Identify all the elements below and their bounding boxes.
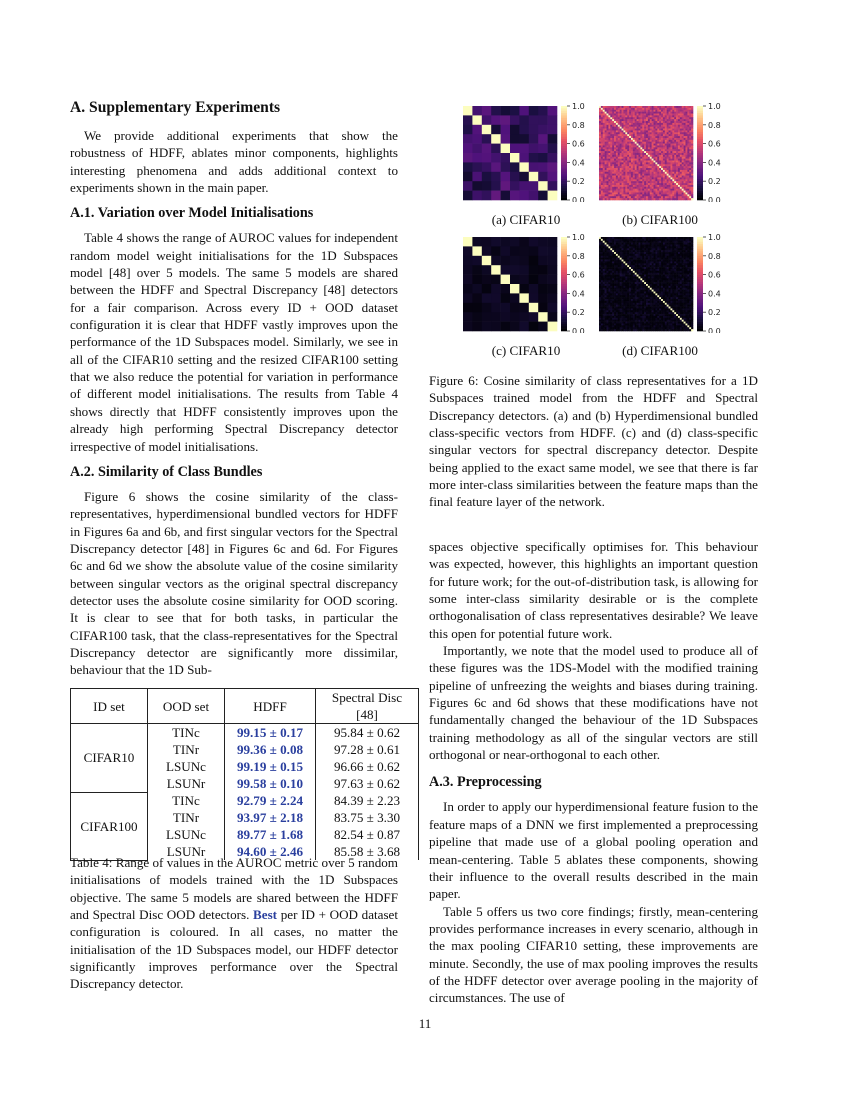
hdff-cell <box>225 775 316 792</box>
sd-cell: 97.63 ± 0.62 <box>316 775 419 792</box>
colorbar-tick-label: 0.6 <box>572 139 585 149</box>
figure-6d <box>597 233 747 338</box>
subsection-title-a1: A.1. Variation over Model Initialisations <box>70 205 314 222</box>
page-number: 11 <box>418 1016 432 1031</box>
colorbar-tick-label: 0.2 <box>708 177 721 187</box>
colorbar-tick-label: 0.0 <box>572 327 585 333</box>
colorbar-tick-label: 0.4 <box>572 289 585 299</box>
hdff-cell <box>225 724 316 742</box>
colorbar <box>697 237 703 331</box>
sd-cell: 96.66 ± 0.62 <box>316 758 419 775</box>
colorbar-tick-label: 0.6 <box>572 270 585 280</box>
sd-cell: 84.39 ± 2.23 <box>316 792 419 809</box>
colorbar-tick-label: 0.2 <box>572 308 585 318</box>
sd-cell: 82.54 ± 0.87 <box>316 826 419 843</box>
hdff-cell <box>225 758 316 775</box>
a3-paragraph-1: In order to apply our hyperdimensional feature fusion to the feature maps of a DNN we first implemented a preprocessing pipeline that made use of a global pooling operation and mean-centering. Table 5 ablates these components, showing their influence to the overall results described in the main paper. <box>429 799 758 902</box>
heatmap-c <box>461 233 611 333</box>
colorbar-tick-label: 1.0 <box>708 233 721 242</box>
hdff-cell <box>225 809 316 826</box>
table-caption-part1: Table 4: Range of values in the AUROC metric over 5 random initialisations of models trained with the 1D Subspaces objective. The same 5 models are shared between the HDFF and Spectral Disc OOD detectors. <box>70 855 398 923</box>
colorbar-tick-label: 0.4 <box>708 289 721 299</box>
figure-6b <box>597 102 747 207</box>
best-value: 99.58 ± 0.10 <box>236 776 304 791</box>
figure-label-d: (d) CIFAR100 <box>622 343 698 358</box>
a2-paragraph: Figure 6 shows the cosine similarity of the class-representatives, hyperdimensional bundled vectors for HDFF in Figures 6a and 6b, and first singular vectors for the Spectral Discrepancy detector [48] in Figures 6c and 6d. For Figures 6c and 6d we show the absolute value of the cosine similarity between singular vectors as the original spectral discrepancy detector uses the absolute cosine similarity for OOD scoring. It is clear to see that for both tasks, in particular the CIFAR100 task, that the class-representatives for the Spectral Discrepancy detector are significantly more dissimilar, behaviour that the 1D Sub- <box>70 488 398 678</box>
right-paragraph-2: Importantly, we note that the model used to produce all of these figures was the 1DS-Model with the modified training pipeline of unfreezing the weights and biases during training. Figures 6c and 6d shows that these modifications have not fundamentally changed the behaviour of the 1D Subspaces training methodology as all of the singular vectors are still orthogonal or near-orthogonal to each other. <box>429 643 758 763</box>
best-legend: Best <box>253 907 278 923</box>
results-table <box>70 688 419 861</box>
best-value: 99.36 ± 0.08 <box>236 742 304 757</box>
colorbar-tick-label: 0.8 <box>708 251 721 261</box>
colorbar-tick-label: 0.8 <box>708 120 721 130</box>
colorbar-tick-label: 1.0 <box>572 102 585 111</box>
colorbar-tick-label: 0.0 <box>708 327 721 333</box>
heatmap-cells <box>599 106 693 200</box>
colorbar-tick-label: 0.8 <box>572 251 585 261</box>
ood-cell: TINc <box>148 792 225 809</box>
colorbar-tick-label: 0.4 <box>572 158 585 168</box>
hdff-cell <box>225 741 316 758</box>
colorbar-tick-label: 0.6 <box>708 270 721 280</box>
figure-6a <box>461 102 611 207</box>
subsection-title-a2: A.2. Similarity of Class Bundles <box>70 463 263 480</box>
best-value: 94.60 ± 2.46 <box>236 844 304 859</box>
best-value: 89.77 ± 1.68 <box>236 827 304 842</box>
best-value: 93.97 ± 2.18 <box>236 810 304 825</box>
ood-cell: LSUNr <box>148 843 225 860</box>
a1-paragraph: Table 4 shows the range of AUROC values for independent random model weight initialisations for the 1D Subspaces model [48] over 5 models. The same 5 models are shared between the HDFF and Spectral Discrepancy [48] detectors for a fair comparison. Across every ID + OOD dataset configuration it is clear that HDFF vastly improves upon the performance of the 1D Subspaces model. Similarly, we see in all of the CIFAR10 setting and the resized CIFAR100 setting that we also reduce the potential for variation in performance of different model initialisations. The results from Table 4 shows directly that HDFF consistently improves upon the already high performing Spectral Discrepancy detector irrespective of model initialisations. <box>70 230 398 454</box>
colorbar-tick-label: 1.0 <box>708 102 721 111</box>
col-header-sd: Spectral Disc [48] <box>316 689 419 724</box>
heatmap-cells <box>463 237 557 331</box>
sd-cell: 83.75 ± 3.30 <box>316 809 419 826</box>
figure-label-b: (b) CIFAR100 <box>622 212 698 227</box>
a3-paragraph-2: Table 5 offers us two core findings; firstly, mean-centering provides performance increases in every scenario, although in the max pooling CIFAR10 setting, these improvements are minute. Secondly, the use of max pooling improves the results of the HDFF detector over average pooling in the majority of circumstances. The use of <box>429 903 758 1006</box>
ood-cell: LSUNr <box>148 775 225 792</box>
table-4-caption <box>70 854 398 993</box>
ood-cell: LSUNc <box>148 826 225 843</box>
table-row <box>71 792 419 809</box>
sd-cell: 97.28 ± 0.61 <box>316 741 419 758</box>
intro-paragraph: We provide additional experiments that show the robustness of HDFF, ablates minor components, highlights interesting phenomena and adds additional context to experiments shown in the main paper. <box>70 128 398 196</box>
id-set-cell: CIFAR100 <box>71 792 148 860</box>
table-body <box>71 724 419 861</box>
hdff-cell <box>225 826 316 843</box>
colorbar-tick-label: 0.0 <box>572 196 585 202</box>
figure-label-c: (c) CIFAR10 <box>491 343 561 358</box>
best-value: 92.79 ± 2.24 <box>236 793 304 808</box>
col-header-ood: OOD set <box>148 689 225 724</box>
ood-cell: LSUNc <box>148 758 225 775</box>
sd-cell: 95.84 ± 0.62 <box>316 724 419 742</box>
figure-label-a: (a) CIFAR10 <box>491 212 561 227</box>
figure-6-caption: Figure 6: Cosine similarity of class representatives for a 1D Subspaces trained model from the HDFF and Spectral Discrepancy detectors. (a) and (b) Hyperdimensional bundled class-specific vectors from HDFF. (c) and (d) class-specific singular vectors for spectral discrepancy detector. Despite being applied to the exact same model, we see that there is far more inter-class similarities between the feature maps than the final feature layer of the network. <box>429 373 758 510</box>
heatmap-b <box>597 102 747 202</box>
hdff-cell <box>225 792 316 809</box>
subsection-title-a3: A.3. Preprocessing <box>429 774 542 791</box>
colorbar-tick-label: 0.2 <box>708 308 721 318</box>
colorbar-tick-label: 0.2 <box>572 177 585 187</box>
ood-cell: TINr <box>148 741 225 758</box>
col-header-hdff: HDFF <box>225 689 316 724</box>
id-set-cell: CIFAR10 <box>71 724 148 793</box>
colorbar-tick-label: 0.4 <box>708 158 721 168</box>
colorbar <box>561 106 567 200</box>
figure-6c <box>461 233 611 338</box>
left-column <box>70 98 398 679</box>
table-caption-part2: per ID + OOD dataset configuration is coloured. In all cases, no matter the initialisation of the 1D Subspaces model, our HDFF detector significantly improves performance over the Spectral Discrepancy detector. <box>70 907 399 992</box>
best-value: 99.15 ± 0.17 <box>236 725 304 740</box>
colorbar <box>561 237 567 331</box>
colorbar-tick-label: 0.8 <box>572 120 585 130</box>
table-4 <box>70 688 419 861</box>
table-header-row <box>71 689 419 724</box>
heatmap-d <box>597 233 747 333</box>
right-paragraph-1: spaces objective specifically optimises for. This behaviour was expected, however, this highlights an important question for future work; for the out-of-distribution task, is allowing for some inter-class similarity desirable or is the complete orthogonalisation of class representatives desirable? We leave this open for potential future work. <box>429 539 758 641</box>
colorbar-tick-label: 0.0 <box>708 196 721 202</box>
colorbar <box>697 106 703 200</box>
sd-cell: 85.58 ± 3.68 <box>316 843 419 860</box>
ood-cell: TINc <box>148 724 225 742</box>
colorbar-tick-label: 0.6 <box>708 139 721 149</box>
heatmap-cells <box>599 237 693 331</box>
col-header-id: ID set <box>71 689 148 724</box>
heatmap-a <box>461 102 611 202</box>
heatmap-cells <box>463 106 557 200</box>
colorbar-tick-label: 1.0 <box>572 233 585 242</box>
ood-cell: TINr <box>148 809 225 826</box>
right-column <box>429 538 758 1007</box>
table-row <box>71 724 419 742</box>
best-value: 99.19 ± 0.15 <box>236 759 304 774</box>
section-title: A. Supplementary Experiments <box>70 99 281 116</box>
